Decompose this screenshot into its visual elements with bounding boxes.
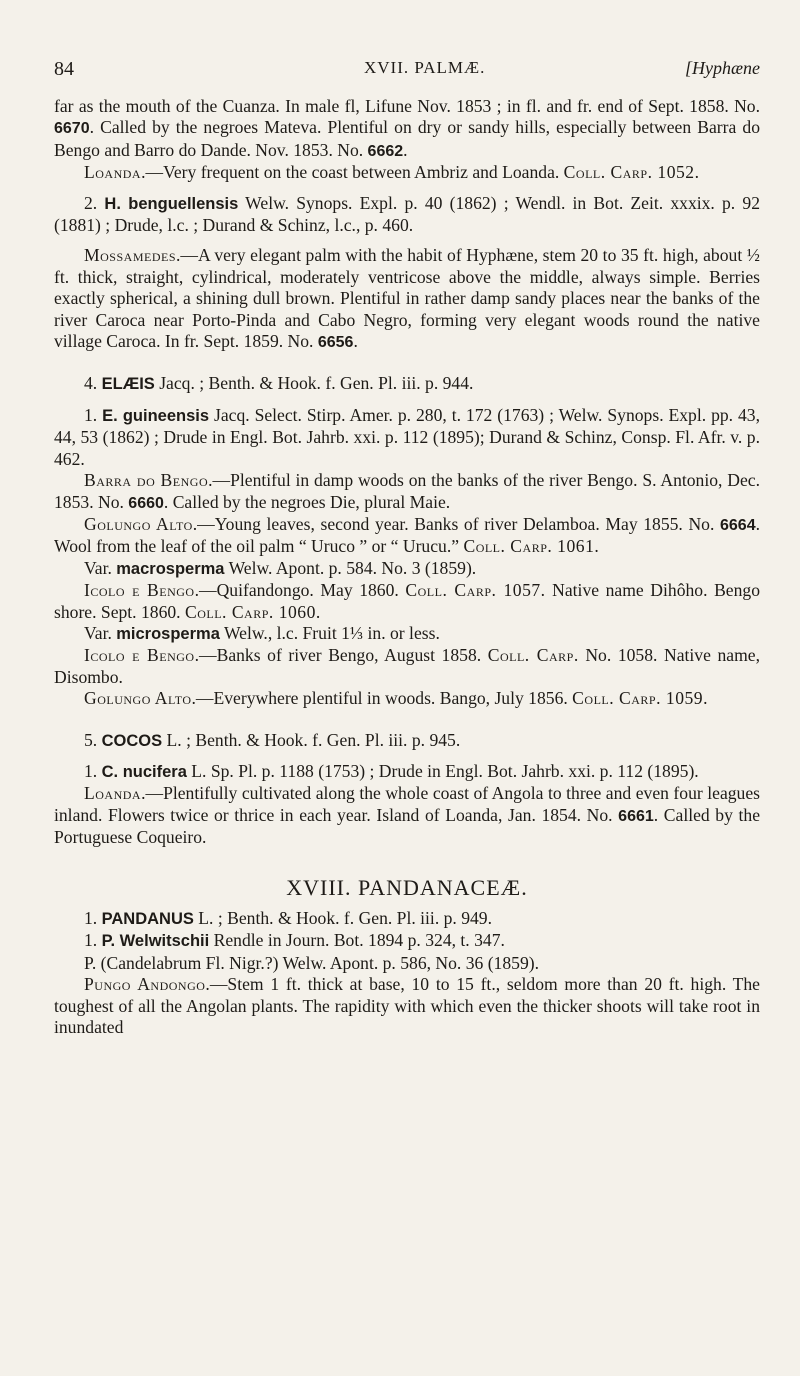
text: . Called by the Portuguese Coqueiro. — [54, 804, 761, 848]
locality-paragraph — [54, 974, 760, 1038]
species-number: 2. — [84, 192, 98, 213]
specimen-number: 6662 — [367, 142, 404, 160]
synonym-entry: P. (Candelabrum Fl. Nigr.?) Welw. Apont. p. 586, No. 36 (1859). — [84, 952, 540, 973]
paragraph-continuation — [54, 96, 760, 162]
page-header — [54, 30, 760, 80]
specimen-number: 6664 — [720, 516, 756, 534]
specimen-number: 6670 — [54, 120, 90, 138]
text: No. 1058. Native name, Disombo. — [54, 645, 760, 687]
variety-name: microsperma — [116, 624, 220, 643]
species-number: 1. — [84, 404, 98, 425]
locality-paragraph — [54, 470, 760, 514]
text: .—Everywhere plentiful in woods. Bango, July 1856. — [191, 688, 573, 709]
text: .—Plentifully cultivated along the whole coast of Angola to three and even four leagues inland. Flowers twice or thrice in each year. Island of Loanda, Jan. 1854. No. — [54, 783, 760, 825]
collection-ref: Coll. Carp. 1061. — [463, 536, 600, 557]
variety-entry — [54, 558, 760, 580]
species-entry — [54, 761, 760, 783]
locality-paragraph — [54, 783, 760, 848]
species-name: E. guineensis — [102, 406, 210, 425]
species-name: H. benguellensis — [104, 194, 239, 213]
citation: L. Sp. Pl. p. 1188 (1753) ; Drude in Engl. Bot. Jahrb. xxi. p. 112 (1895). — [186, 760, 699, 781]
genus-number: 5. — [84, 729, 98, 750]
variety-label: Var. — [84, 557, 117, 578]
text: .—Stem 1 ft. thick at base, 10 to 15 ft., seldom more than 20 ft. high. The toughest of all the Angolan plants. The rapidity with which even the thicker shoots will take root in inundated — [54, 974, 760, 1038]
text: .—Banks of river Bengo, August 1858. — [194, 645, 488, 666]
text: far as the mouth of the Cuanza. In male fl, Lifune Nov. 1853 ; in fl. and fr. end of Sept. 1858. No. — [54, 96, 760, 116]
text: .—Plentiful in damp woods on the banks of the river Bengo. S. Antonio, Dec. 1853. No. — [54, 470, 760, 512]
locality-name: Barra do Bengo — [84, 470, 209, 491]
species-number: 1. — [84, 760, 98, 781]
text: . — [403, 139, 408, 160]
genus-name: PANDANUS — [101, 910, 194, 928]
collection-ref: Coll. Carp. 1057. — [405, 580, 546, 601]
locality-name: Golungo Alto — [84, 688, 192, 709]
text: .—A very elegant palm with the habit of Hyphæne, stem 20 to 35 ft. high, about ½ ft. thick, straight, cylindrical, moderately ventricose above the middle, always simple. Berries exactly spherical, a shining dull brown. Plentiful in rather damp sandy places near the banks of the river Caroca near Porto-Pinda and Cabo Negro, forming very elegant woods round the native village Caroca. In fr. Sept. 1859. No. — [54, 245, 760, 352]
locality-name: Loanda — [84, 783, 142, 804]
specimen-number: 6656 — [317, 334, 354, 352]
locality-name: Icolo e Bengo — [84, 645, 195, 666]
species-number: 1. — [84, 930, 98, 951]
specimen-number: 6661 — [618, 807, 654, 825]
page-body — [54, 96, 760, 1038]
locality-name: Golungo Alto — [84, 513, 193, 534]
text: . Called by the negroes Mateva. Plentiful on dry or sandy hills, especially between Barra do Bengo and Barro do Dande. Nov. 1853. No. — [54, 117, 760, 160]
collection-ref: Coll. Carp. 1052. — [563, 162, 700, 183]
genus-name: COCOS — [101, 731, 163, 750]
locality-name: Icolo e Bengo — [84, 580, 195, 601]
section-title: XVIII. PANDANACEÆ. — [286, 874, 528, 900]
text: . Called by the negroes Die, plural Maie. — [163, 491, 451, 512]
text: .—Quifandongo. May 1860. — [194, 580, 406, 601]
specimen-number: 6660 — [128, 494, 164, 512]
locality-name: Pungo Andongo — [84, 974, 206, 995]
citation: Jacq. Select. Stirp. Amer. p. 280, t. 172 (1763) ; Welw. Synops. Expl. pp. 43, 44, 53 (1862) ; Drude in Engl. Bot. Jahrb. xxi. p. 112 (1895); Durand & Schinz, Consp. Fl. Afr. v. p. 462. — [54, 404, 760, 469]
citation: L. ; Benth. & Hook. f. Gen. Pl. iii. p. 949. — [193, 908, 492, 928]
species-name: P. Welwitschii — [101, 932, 210, 951]
species-entry — [54, 930, 760, 952]
citation: Rendle in Journ. Bot. 1894 p. 324, t. 347. — [209, 930, 505, 951]
running-head: XVII. PALMÆ. — [364, 58, 486, 77]
locality-name: Loanda — [84, 162, 142, 183]
species-entry — [54, 193, 760, 237]
text: . — [353, 331, 358, 352]
locality-paragraph — [54, 514, 760, 558]
locality-paragraph — [54, 162, 760, 183]
text: .—Very frequent on the coast between Ambriz and Loanda. — [141, 162, 564, 183]
locality-paragraph — [54, 580, 760, 623]
collection-ref: Coll. Carp. — [487, 645, 579, 666]
locality-paragraph — [54, 645, 760, 688]
running-genus: [Hyphæne — [685, 58, 760, 78]
locality-paragraph — [54, 688, 760, 709]
genus-number: 1. — [84, 908, 98, 928]
variety-label: Var. — [84, 622, 117, 643]
species-name: C. nucifera — [101, 762, 187, 781]
genus-name: ELÆIS — [101, 375, 155, 394]
variety-entry — [54, 623, 760, 645]
locality-name: Mossamedes — [84, 245, 176, 266]
page-number: 84 — [54, 58, 74, 80]
genus-number: 4. — [84, 373, 98, 394]
citation: Welw. Apont. p. 584. No. 3 (1859). — [224, 557, 477, 578]
locality-paragraph — [54, 245, 760, 353]
genus-entry — [54, 908, 760, 930]
text: .—Young leaves, second year. Banks of river Delamboa. May 1855. No. — [192, 513, 720, 534]
citation: Jacq. ; Benth. & Hook. f. Gen. Pl. iii. p. 944. — [154, 373, 474, 394]
text: . Wool from the leaf of the oil palm “ Uruco ” or “ Urucu.” — [54, 513, 760, 557]
citation: Welw., l.c. Fruit 1⅓ in. or less. — [219, 622, 440, 643]
variety-name: macrosperma — [116, 559, 225, 578]
genus-entry — [54, 373, 760, 395]
text: Native name Dihôho. Bengo shore. Sept. 1860. — [54, 580, 760, 622]
species-entry — [54, 405, 760, 470]
citation: Welw. Synops. Expl. p. 40 (1862) ; Wendl. in Bot. Zeit. xxxix. p. 92 (1881) ; Drude, l.c. ; Durand & Schinz, l.c., p. 460. — [54, 192, 760, 236]
citation: L. ; Benth. & Hook. f. Gen. Pl. iii. p. 945. — [162, 729, 461, 750]
genus-entry — [54, 730, 760, 752]
collection-ref: Coll. Carp. 1059. — [572, 688, 708, 709]
collection-ref: Coll. Carp. 1060. — [184, 601, 321, 622]
